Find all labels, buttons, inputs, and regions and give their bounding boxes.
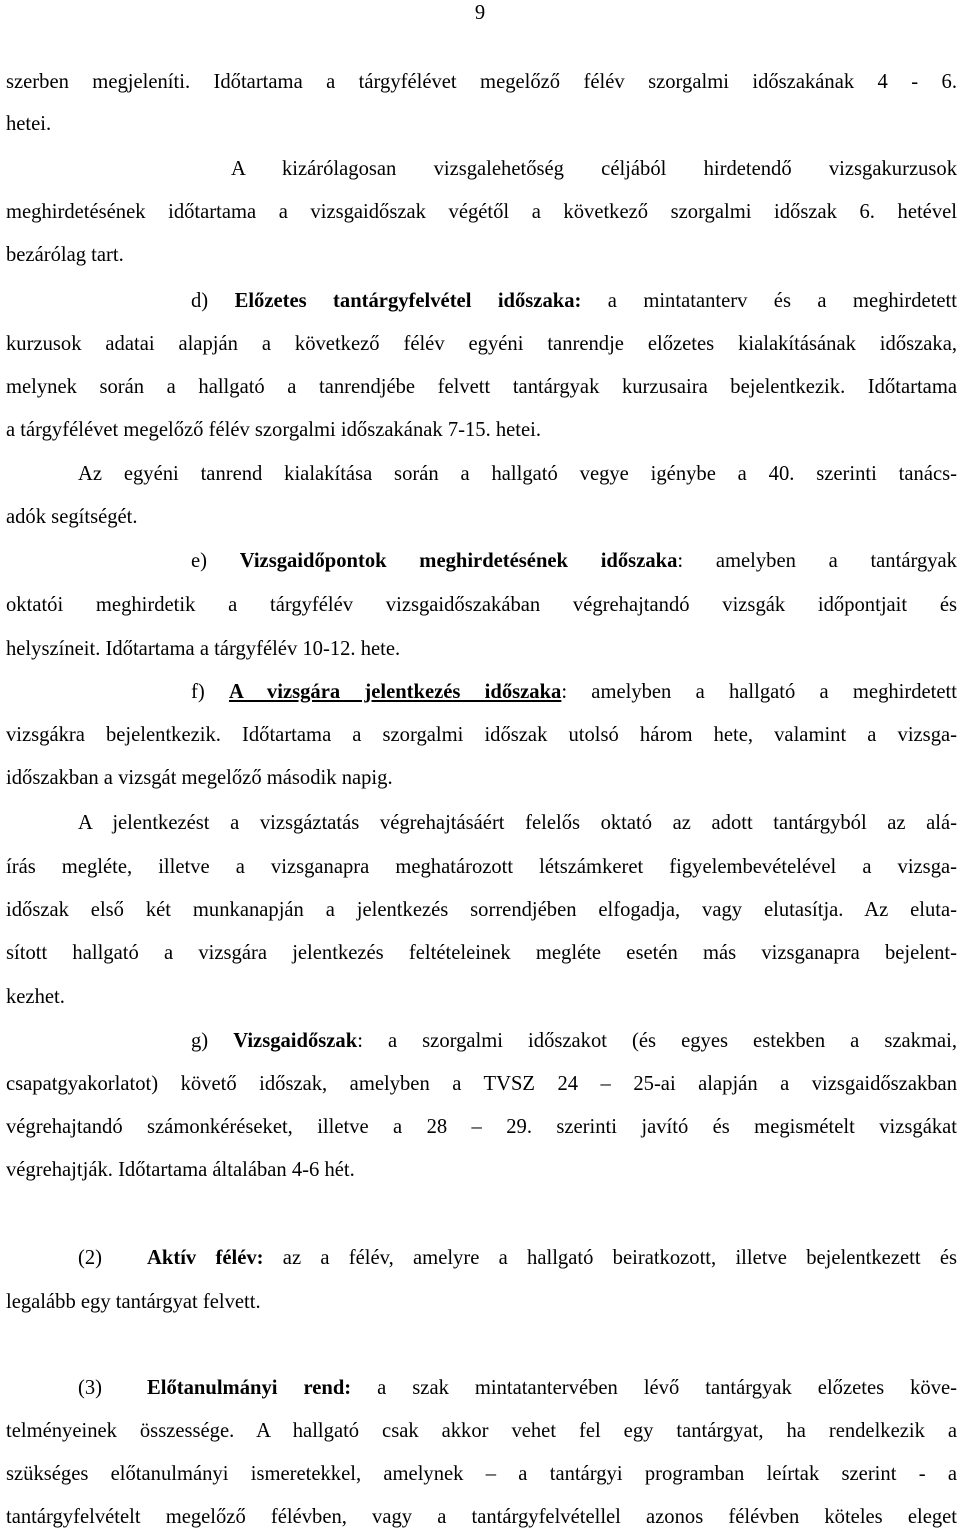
item-label: f) — [191, 681, 229, 703]
text-line: vizsgákra bejelentkezik. Időtartama a szorgalmi időszak utolsó három hete, valamint a vizsga- — [6, 724, 957, 746]
term-heading — [229, 681, 561, 703]
item-label: g) — [191, 1030, 234, 1052]
term-heading-underlined: A vizsgára jelentkezés időszaka — [228, 681, 562, 703]
term-heading: Előzetes tantárgyfelvétel időszaka: — [234, 290, 582, 312]
text-line: szerben megjeleníti. Időtartama a tárgyfélévet megelőző félév szorgalmi időszakának 4 - 6. — [6, 71, 957, 93]
text-line: A kizárólagosan vizsgalehetőség céljából hirdetendő vizsgakurzusok — [231, 158, 957, 180]
text-line: melynek során a hallgató a tanrendjébe felvett tantárgyak kurzusaira bejelentkezik. Időtartama — [6, 376, 957, 398]
text-line: legalább egy tantárgyat felvett. — [6, 1291, 261, 1313]
term-heading: Előtanulmányi rend: — [147, 1377, 352, 1399]
text-line: A jelentkezést a vizsgáztatás végrehajtásáért felelős oktató az adott tantárgyból az alá- — [78, 812, 957, 834]
text-line: hetei. — [6, 113, 52, 135]
text-line: a tárgyfélévet megelőző félév szorgalmi időszakának 7-15. hetei. — [6, 419, 542, 441]
paragraph-3-first-line — [78, 1367, 957, 1410]
text-segment: : amelyben a hallgató a meghirdetett — [561, 681, 957, 703]
term-heading: Vizsgaidőpontok meghirdetésének időszaka — [239, 550, 678, 572]
text-line: oktatói meghirdetik a tárgyfélév vizsgaidőszakában végrehajtandó vizsgák időpontjait és — [6, 594, 957, 616]
text-segment: a szak mintatantervében lévő tantárgyak előzetes köve- — [351, 1377, 957, 1399]
item-label: d) — [191, 290, 235, 312]
text-line: időszakban a vizsgát megelőző második napig. — [6, 767, 393, 789]
text-segment: a mintatanterv és a meghirdetett — [581, 290, 957, 312]
term-heading: Aktív félév: — [147, 1247, 264, 1269]
term-heading: Vizsgaidőszak — [233, 1030, 358, 1052]
item-number: (2) — [78, 1247, 103, 1269]
item-number: (3) — [78, 1377, 103, 1399]
paragraph-2-first-line — [78, 1237, 957, 1280]
text-segment: az a félév, amelyre a hallgató beiratkozott, illetve bejelentkezett és — [263, 1247, 957, 1269]
paragraph-f-first-line — [191, 671, 957, 714]
text-line: sított hallgató a vizsgára jelentkezés feltételeinek megléte esetén más vizsganapra bejelent- — [6, 942, 957, 964]
text-line: meghirdetésének időtartama a vizsgaidőszak végétől a következő szorgalmi időszak 6. hetével — [6, 201, 957, 223]
text-line: bezárólag tart. — [6, 244, 124, 266]
text-line: végrehajtandó számonkéréseket, illetve a 28 – 29. szerinti javító és megismételt vizsgákat — [6, 1116, 957, 1138]
text-segment: : amelyben a tantárgyak — [677, 550, 957, 572]
paragraph-e-first-line — [191, 540, 957, 583]
item-label: e) — [191, 550, 240, 572]
text-line: írás megléte, illetve a vizsganapra meghatározott létszámkeret figyelembevételével a vizsga- — [6, 856, 957, 878]
text-line: telményeinek összessége. A hallgató csak akkor vehet fel egy tantárgyat, ha rendelkezik a — [6, 1420, 957, 1442]
text-line: tantárgyfelvételt megelőző félévben, vagy a tantárgyfelvétellel azonos félévben köteles eleget — [6, 1506, 957, 1528]
text-line: időszak első két munkanapján a jelentkezés sorrendjében elfogadja, vagy elutasítja. Az eluta- — [6, 899, 957, 921]
paragraph-d-first-line — [191, 280, 957, 323]
text-line: Az egyéni tanrend kialakítása során a hallgató vegye igénybe a 40. szerinti tanács- — [78, 463, 957, 485]
paragraph-g-first-line — [191, 1020, 957, 1063]
text-line: helyszíneit. Időtartama a tárgyfélév 10-12. hete. — [6, 638, 401, 660]
text-segment: : a szorgalmi időszakot (és egyes estekben a szakmai, — [357, 1030, 957, 1052]
text-line: kurzusok adatai alapján a következő félév egyéni tanrendje előzetes kialakításának időszaka, — [6, 333, 957, 355]
text-line: csapatgyakorlatot) követő időszak, amelyben a TVSZ 24 – 25-ai alapján a vizsgaidőszakban — [6, 1073, 957, 1095]
text-line: kezhet. — [6, 986, 65, 1008]
page-number: 9 — [474, 2, 486, 24]
text-line: végrehajtják. Időtartama általában 4-6 hét. — [6, 1159, 355, 1181]
text-line: szükséges előtanulmányi ismeretekkel, amelynek – a tantárgyi programban leírtak szerint - a — [6, 1463, 957, 1485]
text-line: adók segítségét. — [6, 506, 138, 528]
